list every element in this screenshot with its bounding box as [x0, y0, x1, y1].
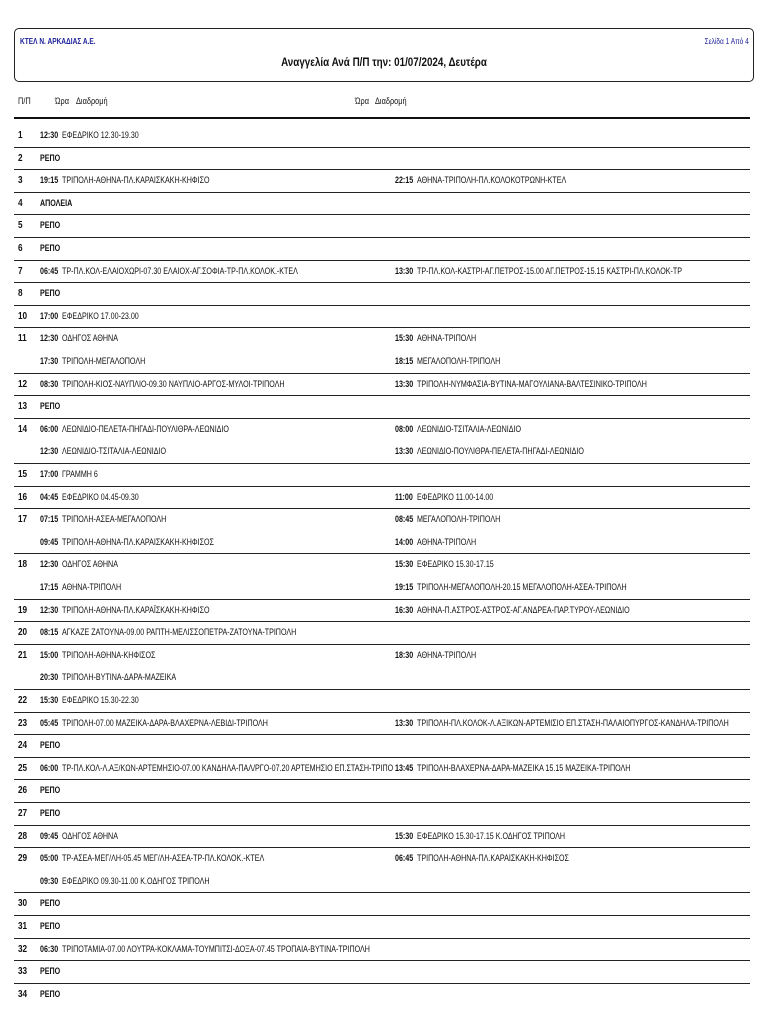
route-description: ΤΡΙΠΟΤΑΜΙΑ-07.00 ΛΟΥΤΡΑ-ΚΟΚΛΑΜΑ-ΤΟΥΜΠΙΤΣΙ-ΔΟΞΑ-07.45 ΤΡΟΠΑΙΑ-ΒΥΤΙΝΑ-ΤΡΙΠΟΛΗ — [62, 943, 370, 955]
route-description: ΑΘΗΝΑ-ΤΡΙΠΟΛΗ — [62, 582, 122, 593]
row-divider — [14, 802, 750, 803]
row-number: 1 — [18, 129, 23, 141]
departure-time: 15:30 — [395, 559, 414, 571]
row-number: 20 — [18, 626, 28, 639]
departure-time: 14:00 — [395, 536, 414, 548]
row-number: 28 — [18, 829, 28, 842]
departure-time: 06:45 — [40, 265, 59, 277]
departure-time: 22:15 — [395, 175, 414, 187]
departure-time: 06:00 — [40, 423, 59, 435]
row-divider — [14, 327, 750, 328]
row-number: 19 — [18, 603, 28, 616]
status-label: ΡΕΠΟ — [40, 220, 61, 232]
row-number: 7 — [18, 264, 23, 277]
route-description: ΤΡ-ΠΛ.ΚΟΛ-Λ.ΑΞ/ΚΩΝ-ΑΡΤΕΜΗΣΙΟ-07.00 ΚΑΝΔΗΛΑ-ΠΑΛ/ΡΓΟ-07.20 ΑΡΤΕΜΗΣΙΟ ΕΠ.ΣΤΑΣΗ-ΤΡΙΠΟ — [62, 762, 394, 774]
row-number: 24 — [18, 739, 28, 752]
col-time-1: Ώρα — [55, 96, 70, 106]
departure-time: 04:45 — [40, 491, 59, 503]
route-description: ΤΡΙΠΟΛΗ-ΜΕΓΑΛΟΠΟΛΗ — [62, 356, 146, 367]
row-divider — [14, 847, 750, 848]
route-description: ΤΡΙΠΟΛΗ-07.00 ΜΑΖΕΙΚΑ-ΔΑΡΑ-ΒΛΑΧΕΡΝΑ-ΛΕΒΙΔΙ-ΤΡΙΠΟΛΗ — [62, 717, 268, 729]
route-description: ΕΦΕΔΡΙΚΟ 17.00-23.00 — [62, 310, 139, 322]
status-label: ΡΕΠΟ — [40, 243, 61, 254]
route-description: ΟΔΗΓΟΣ ΑΘΗΝΑ — [62, 333, 118, 345]
departure-time: 06:00 — [40, 762, 59, 774]
departure-time: 05:00 — [40, 853, 59, 865]
row-divider — [14, 599, 750, 600]
departure-time: 09:45 — [40, 536, 59, 548]
row-number: 15 — [18, 468, 28, 480]
row-divider — [14, 463, 750, 464]
row-divider — [14, 983, 750, 984]
row-divider — [14, 214, 750, 215]
departure-time: 08:45 — [395, 514, 414, 526]
departure-time: 17:30 — [40, 356, 59, 367]
row-divider — [14, 260, 750, 261]
departure-time: 12:30 — [40, 333, 59, 345]
col-route-2: Διαδρομή — [375, 96, 407, 106]
row-divider — [14, 938, 750, 939]
row-number: 25 — [18, 761, 28, 774]
route-description: ΤΡΙΠΟΛΗ-ΒΥΤΙΝΑ-ΔΑΡΑ-ΜΑΖΕΙΚΑ — [62, 672, 177, 684]
route-description: ΤΡ-ΠΛ.ΚΟΛ-ΕΛΑΙΟΧΩΡΙ-07.30 ΕΛΑΙΟΧ-ΑΓ.ΣΟΦΙΑ-ΤΡ-ΠΛ.ΚΟΛΟΚ.-ΚΤΕΛ — [62, 265, 298, 277]
status-label: ΡΕΠΟ — [40, 740, 61, 752]
row-divider — [14, 960, 750, 961]
row-number: 13 — [18, 400, 28, 413]
row-divider — [14, 192, 750, 193]
row-number: 32 — [18, 942, 28, 955]
departure-time: 05:45 — [40, 717, 59, 729]
row-number: 10 — [18, 309, 28, 322]
status-label: ΡΕΠΟ — [40, 401, 61, 413]
header-rule — [14, 117, 750, 119]
row-number: 14 — [18, 422, 28, 435]
route-description: ΑΘΗΝΑ-ΤΡΙΠΟΛΗ — [417, 333, 477, 345]
route-description: ΤΡΙΠΟΛΗ-ΜΕΓΑΛΟΠΟΛΗ-20.15 ΜΕΓΑΛΟΠΟΛΗ-ΑΣΕΑ-ΤΡΙΠΟΛΗ — [417, 582, 627, 593]
departure-time: 13:30 — [395, 446, 414, 458]
row-divider — [14, 486, 750, 487]
row-number: 3 — [18, 174, 23, 187]
route-description: ΛΕΩΝΙΔΙΟ-ΤΣΙΤΑΛΙΑ-ΛΕΩΝΙΔΙΟ — [417, 423, 522, 435]
row-number: 34 — [18, 987, 28, 1000]
row-number: 4 — [18, 196, 23, 209]
row-divider — [14, 712, 750, 713]
row-number: 18 — [18, 558, 28, 571]
row-number: 2 — [18, 151, 23, 164]
row-number: 21 — [18, 648, 28, 661]
status-label: ΡΕΠΟ — [40, 988, 61, 1000]
status-label: ΡΕΠΟ — [40, 288, 61, 300]
departure-time: 20:30 — [40, 672, 59, 684]
departure-time: 11:00 — [395, 491, 413, 503]
col-time-2: Ώρα — [355, 96, 370, 106]
row-divider — [14, 621, 750, 622]
departure-time: 13:30 — [395, 265, 414, 277]
route-description: ΕΦΕΔΡΙΚΟ 11.00-14.00 — [417, 491, 494, 503]
departure-time: 16:30 — [395, 604, 414, 616]
row-divider — [14, 915, 750, 916]
row-number: 6 — [18, 242, 23, 254]
row-number: 33 — [18, 965, 28, 978]
status-label: ΡΕΠΟ — [40, 966, 61, 978]
row-divider — [14, 373, 750, 374]
status-label: ΡΕΠΟ — [40, 898, 61, 910]
departure-time: 12:30 — [40, 446, 59, 458]
row-number: 17 — [18, 513, 28, 526]
row-divider — [14, 395, 750, 396]
row-divider — [14, 644, 750, 645]
departure-time: 18:30 — [395, 649, 414, 661]
route-description: ΟΔΗΓΟΣ ΑΘΗΝΑ — [62, 559, 118, 571]
departure-time: 15:00 — [40, 649, 59, 661]
row-divider — [14, 508, 750, 509]
route-description: ΕΦΕΔΡΙΚΟ 15.30-17.15 — [417, 559, 494, 571]
departure-time: 06:45 — [395, 853, 414, 865]
route-description: ΕΦΕΔΡΙΚΟ 09.30-11.00 Κ.ΟΔΗΓΟΣ ΤΡΙΠΟΛΗ — [62, 875, 210, 887]
route-description: ΓΡΑΜΜΗ 6 — [62, 469, 98, 480]
row-divider — [14, 689, 750, 690]
route-description: ΑΘΗΝΑ-ΤΡΙΠΟΛΗ-ΠΛ.ΚΟΛΟΚΟΤΡΩΝΗ-ΚΤΕΛ — [417, 175, 567, 187]
row-divider — [14, 418, 750, 419]
route-description: ΕΦΕΔΡΙΚΟ 15.30-17.15 Κ.ΟΔΗΓΟΣ ΤΡΙΠΟΛΗ — [417, 830, 566, 842]
row-divider — [14, 553, 750, 554]
row-number: 11 — [18, 332, 27, 345]
row-number: 22 — [18, 694, 28, 706]
route-description: ΑΘΗΝΑ-ΤΡΙΠΟΛΗ — [417, 649, 477, 661]
departure-time: 19:15 — [395, 582, 414, 593]
departure-time: 12:30 — [40, 559, 59, 571]
row-divider — [14, 779, 750, 780]
row-number: 5 — [18, 219, 23, 232]
route-description: ΑΘΗΝΑ-ΤΡΙΠΟΛΗ — [417, 536, 477, 548]
route-description: ΛΕΩΝΙΔΙΟ-ΠΟΥΛΙΘΡΑ-ΠΕΛΕΤΑ-ΠΗΓΑΔΙ-ΛΕΩΝΙΔΙΟ — [417, 446, 584, 458]
departure-time: 09:45 — [40, 830, 59, 842]
departure-time: 08:15 — [40, 627, 59, 639]
departure-time: 17:00 — [40, 310, 59, 322]
route-description: ΤΡΙΠΟΛΗ-ΒΛΑΧΕΡΝΑ-ΔΑΡΑ-ΜΑΖΕΙΚΑ 15.15 ΜΑΖΕΙΚΑ-ΤΡΙΠΟΛΗ — [417, 762, 631, 774]
row-number: 26 — [18, 784, 28, 797]
route-description: ΤΡ-ΑΣΕΑ-ΜΕΓ/ΛΗ-05.45 ΜΕΓ/ΛΗ-ΑΣΕΑ-ΤΡ-ΠΛ.ΚΟΛΟΚ.-ΚΤΕΛ — [62, 853, 265, 865]
row-divider — [14, 282, 750, 283]
departure-time: 06:30 — [40, 943, 59, 955]
departure-time: 08:00 — [395, 423, 414, 435]
row-divider — [14, 825, 750, 826]
row-divider — [14, 169, 750, 170]
route-description: ΤΡΙΠΟΛΗ-ΚΙΟΣ-ΝΑΥΠΛΙΟ-09.30 ΝΑΥΠΛΙΟ-ΑΡΓΟΣ-ΜΥΛΟΙ-ΤΡΙΠΟΛΗ — [62, 378, 285, 390]
row-number: 23 — [18, 716, 28, 729]
status-label: ΡΕΠΟ — [40, 921, 61, 932]
departure-time: 17:15 — [40, 582, 59, 593]
route-description: ΤΡΙΠΟΛΗ-ΑΘΗΝΑ-ΚΗΦΙΣΟΣ — [62, 649, 156, 661]
report-title: Αναγγελία Ανά Π/Π την: 01/07/2024, Δευτέρα — [281, 55, 487, 69]
route-description: ΛΕΩΝΙΔΙΟ-ΤΣΙΤΑΛΙΑ-ΛΕΩΝΙΔΙΟ — [62, 446, 167, 458]
departure-time: 09:30 — [40, 875, 59, 887]
row-number: 16 — [18, 490, 28, 503]
route-description: ΛΕΩΝΙΔΙΟ-ΠΕΛΕΤΑ-ΠΗΓΑΔΙ-ΠΟΥΛΙΘΡΑ-ΛΕΩΝΙΔΙΟ — [62, 423, 229, 435]
status-label: ΡΕΠΟ — [40, 808, 61, 819]
row-divider — [14, 892, 750, 893]
route-description: ΤΡΙΠΟΛΗ-ΝΥΜΦΑΣΙΑ-ΒΥΤΙΝΑ-ΜΑΓΟΥΛΙΑΝΑ-ΒΑΛΤΕΣΙΝΙΚΟ-ΤΡΙΠΟΛΗ — [417, 378, 647, 390]
status-label: ΑΠΟΛΕΙΑ — [40, 197, 73, 209]
row-divider — [14, 757, 750, 758]
departure-time: 15:30 — [395, 333, 414, 345]
row-number: 8 — [18, 287, 23, 300]
departure-time: 08:30 — [40, 378, 59, 390]
departure-time: 17:00 — [40, 469, 59, 480]
departure-time: 19:15 — [40, 175, 59, 187]
row-number: 12 — [18, 377, 28, 390]
row-number: 30 — [18, 897, 28, 910]
row-number: 31 — [18, 920, 28, 932]
status-label: ΡΕΠΟ — [40, 152, 61, 164]
route-description: ΜΕΓΑΛΟΠΟΛΗ-ΤΡΙΠΟΛΗ — [417, 356, 501, 367]
route-description: ΕΦΕΔΡΙΚΟ 15.30-22.30 — [62, 695, 139, 706]
route-description: ΤΡΙΠΟΛΗ-ΑΘΗΝΑ-ΠΛ.ΚΑΡΑΙΣΚΑΚΗ-ΚΗΦΙΣΟΣ — [417, 853, 569, 865]
departure-time: 12:30 — [40, 604, 59, 616]
route-description: ΤΡ-ΠΛ.ΚΟΛ-ΚΑΣΤΡΙ-ΑΓ.ΠΕΤΡΟΣ-15.00 ΑΓ.ΠΕΤΡΟΣ-15.15 ΚΑΣΤΡΙ-ΠΛ.ΚΟΛΟΚ-ΤΡ — [417, 265, 683, 277]
col-pp: Π/Π — [18, 96, 31, 106]
route-description: ΤΡΙΠΟΛΗ-ΑΘΗΝΑ-ΠΛ.ΚΑΡΑΪΣΚΑΚΗ-ΚΗΦΙΣΟ — [62, 604, 210, 616]
row-divider — [14, 237, 750, 238]
departure-time: 13:45 — [395, 762, 414, 774]
row-divider — [14, 305, 750, 306]
departure-time: 18:15 — [395, 356, 414, 367]
status-label: ΡΕΠΟ — [40, 785, 61, 797]
route-description: ΕΦΕΔΡΙΚΟ 04.45-09.30 — [62, 491, 139, 503]
departure-time: 13:30 — [395, 378, 414, 390]
route-description: ΤΡΙΠΟΛΗ-ΑΘΗΝΑ-ΠΛ.ΚΑΡΑΙΣΚΑΚΗ-ΚΗΦΙΣΟ — [62, 175, 210, 187]
departure-time: 12:30 — [40, 130, 59, 141]
company-name: ΚΤΕΛ Ν. ΑΡΚΑΔΙΑΣ Α.Ε. — [20, 37, 96, 46]
route-description: ΟΔΗΓΟΣ ΑΘΗΝΑ — [62, 830, 118, 842]
departure-time: 15:30 — [40, 695, 59, 706]
departure-time: 15:30 — [395, 830, 414, 842]
route-description: ΑΓΚΑΖΕ ΖΑΤΟΥΝΑ-09.00 ΡΑΠΤΗ-ΜΕΛΙΣΣΟΠΕΤΡΑ-ΖΑΤΟΥΝΑ-ΤΡΙΠΟΛΗ — [62, 627, 297, 639]
route-description: ΜΕΓΑΛΟΠΟΛΗ-ΤΡΙΠΟΛΗ — [417, 514, 501, 526]
row-divider — [14, 147, 750, 148]
col-route-1: Διαδρομή — [76, 96, 108, 106]
route-description: ΤΡΙΠΟΛΗ-ΑΘΗΝΑ-ΠΛ.ΚΑΡΑΙΣΚΑΚΗ-ΚΗΦΙΣΟΣ — [62, 536, 214, 548]
row-divider — [14, 734, 750, 735]
route-description: ΕΦΕΔΡΙΚΟ 12.30-19.30 — [62, 130, 139, 141]
page-number: Σελίδα 1 Από 4 — [704, 37, 749, 46]
route-description: ΤΡΙΠΟΛΗ-ΑΣΕΑ-ΜΕΓΑΛΟΠΟΛΗ — [62, 514, 167, 526]
row-number: 27 — [18, 807, 28, 819]
departure-time: 13:30 — [395, 717, 414, 729]
row-number: 29 — [18, 852, 28, 865]
departure-time: 07:15 — [40, 514, 59, 526]
route-description: ΤΡΙΠΟΛΗ-ΠΛ.ΚΟΛΟΚ-Λ.ΑΞΙΚΩΝ-ΑΡΤΕΜΙΣΙΟ ΕΠ.ΣΤΑΣΗ-ΠΑΛΑΙΟΠΥΡΓΟΣ-ΚΑΝΔΗΛΑ-ΤΡΙΠΟΛΗ — [417, 717, 729, 729]
report-header — [14, 28, 754, 82]
route-description: ΑΘΗΝΑ-Π.ΑΣΤΡΟΣ-ΑΣΤΡΟΣ-ΑΓ.ΑΝΔΡΕΑ-ΠΑΡ.ΤΥΡΟΥ-ΛΕΩΝΙΔΙΟ — [417, 604, 630, 616]
